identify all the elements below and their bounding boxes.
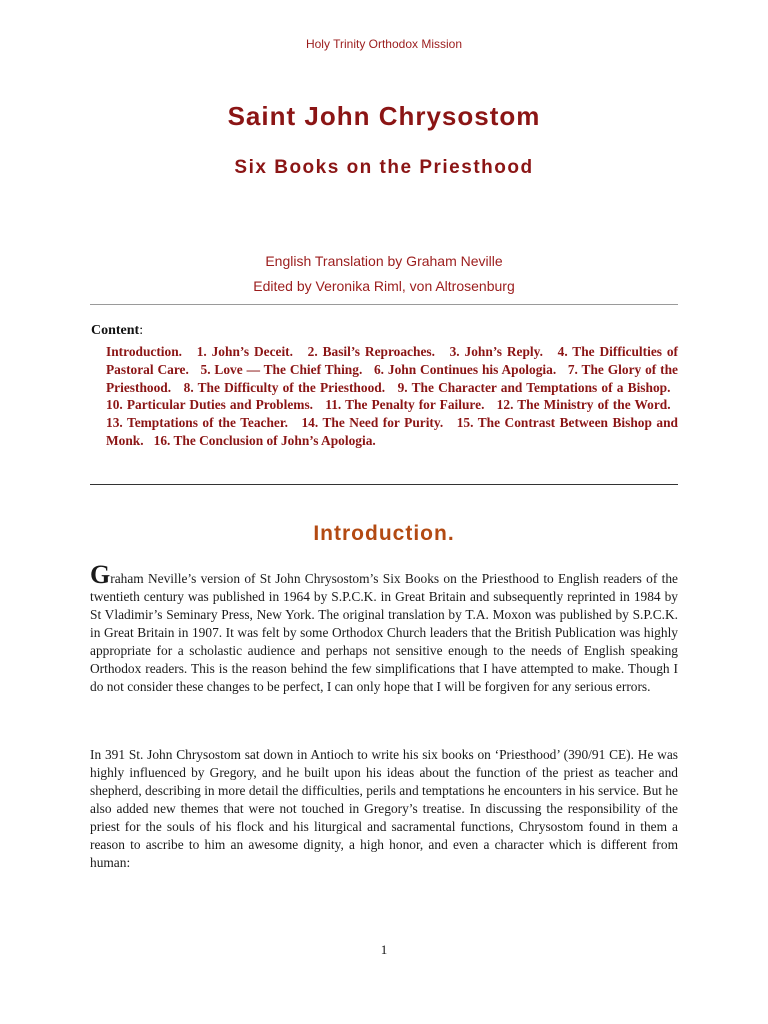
document-title: Saint John Chrysostom — [227, 101, 541, 131]
toc-entry[interactable]: 13. Temptations of the Teacher. — [106, 415, 288, 431]
toc-entry[interactable]: 3. John’s Reply. — [449, 344, 543, 359]
document-subtitle: Six Books on the Priesthood — [234, 157, 534, 178]
toc-entry[interactable]: 11. The Penalty for Failure. — [325, 397, 485, 413]
toc-entry[interactable]: 8. The Difficulty of the Priesthood. — [183, 379, 386, 395]
section-heading-introduction: Introduction. — [313, 522, 455, 545]
table-of-contents — [106, 343, 678, 450]
toc-entry[interactable]: 10. Particular Duties and Problems. — [106, 397, 314, 413]
toc-entry[interactable]: 5. Love — The Chief Thing. — [200, 361, 363, 377]
toc-entry[interactable]: 4. The Difficulties of Pastoral Care. — [106, 344, 679, 377]
editor-credit: Edited by Veronika Riml, von Altrosenburg — [253, 278, 515, 294]
toc-entry[interactable]: 12. The Ministry of the Word. — [496, 397, 671, 413]
contents-label-text: Content — [91, 323, 140, 338]
toc-entry[interactable]: 9. The Character and Temptations of a Bishop. — [397, 379, 671, 395]
toc-entry[interactable]: Introduction. — [106, 344, 183, 359]
page-number: 1 — [380, 942, 388, 957]
drop-cap: G — [90, 560, 111, 589]
intro-paragraph-1-text: raham Neville’s version of St John Chrysostom’s Six Books on the Priesthood to English readers of the twentieth century was published in 1964 by S.P.C.K. in Great Britain and subsequently reprinted in 1984 by St Vladimir’s Seminary Press, New York. The original translation by T.A. Moxon was published by S.P.C.K. in Great Britain in 1907. It was felt by some Orthodox Church leaders that the British Publication was highly appropriate for a scholastic audience and perhaps not sensitive enough to the needs of English speaking Orthodox readers. This is the reason behind the few simplifications that I have attempted to make. Though I do not consider these changes to be perfect, I can only hope that I will be forgiven for any serious errors. — [90, 571, 678, 694]
intro-paragraph-1 — [90, 560, 678, 696]
running-header: Holy Trinity Orthodox Mission — [305, 37, 463, 51]
divider-bottom — [90, 484, 678, 485]
toc-entry[interactable]: 14. The Need for Purity. — [301, 415, 444, 431]
intro-paragraph-2: In 391 St. John Chrysostom sat down in Antioch to write his six books on ‘Priesthood’ (390/91 CE). He was highly influenced by Gregory, and he built upon his ideas about the function of the priest as teacher and shepherd, describing in more detail the difficulties, perils and temptations he encounters in his service. But he also added new themes that were not touched in Gregory’s treatise. In discussing the responsibility of the priest for the souls of his flock and his liturgical and sacramental functions, Chrysostom found in them a reason to ascribe to him an awesome dignity, a high honor, and even a character which is different from human: — [90, 747, 678, 870]
translation-credit: English Translation by Graham Neville — [265, 253, 503, 269]
toc-entry[interactable]: 1. John’s Deceit. — [196, 344, 293, 359]
toc-entry[interactable]: 16. The Conclusion of John’s Apologia. — [153, 432, 376, 448]
toc-entry[interactable]: 6. John Continues his Apologia. — [373, 361, 557, 377]
toc-entry[interactable]: 2. Basil’s Reproaches. — [307, 344, 435, 359]
toc-entry[interactable]: 7. The Glory of the Priesthood. — [106, 361, 678, 395]
contents-label-colon: : — [139, 323, 144, 338]
divider-top — [90, 304, 678, 305]
contents-label — [91, 323, 143, 339]
toc-entry[interactable]: 15. The Contrast Between Bishop and Monk. — [106, 415, 679, 448]
